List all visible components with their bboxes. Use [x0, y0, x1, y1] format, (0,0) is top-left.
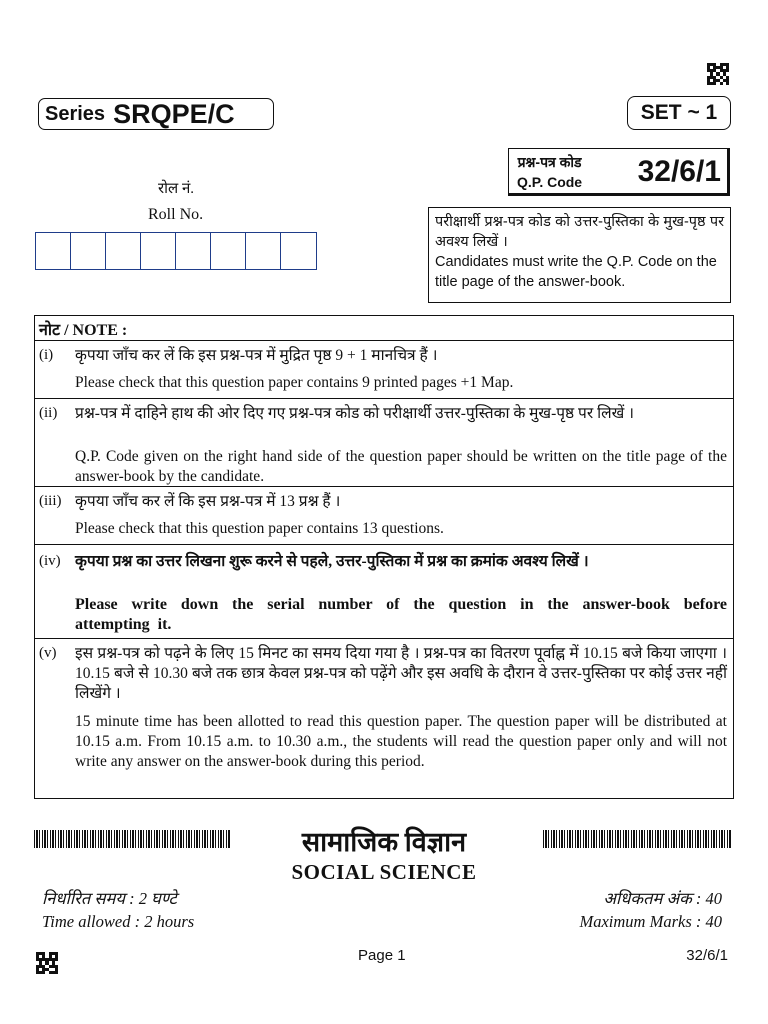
subject-title-en: SOCIAL SCIENCE [291, 860, 477, 884]
page-number: Page 1 [358, 947, 406, 964]
note-item-en: Please check that this question paper contains 13 questions. [75, 520, 444, 537]
note-heading: नोट / NOTE : [39, 322, 128, 339]
qp-code-label-hi: प्रश्न-पत्र कोड [517, 154, 582, 170]
roll-no-label-en: Roll No. [148, 206, 204, 223]
series-label: Series [45, 102, 106, 125]
note-item [35, 638, 733, 801]
max-marks-en: Maximum Marks : 40 [579, 912, 722, 931]
roll-no-boxes[interactable] [35, 232, 317, 270]
max-marks-hi: अधिकतम अंक : 40 [603, 889, 722, 908]
note-item-number: (iv) [39, 553, 61, 569]
qp-code-label-en: Q.P. Code [517, 174, 583, 190]
roll-no-label-hi: रोल नं. [158, 181, 195, 197]
note-item-number: (iii) [39, 493, 62, 509]
set-badge: SET ~ 1 [627, 96, 731, 130]
qp-code-value: 32/6/1 [637, 155, 721, 188]
candidate-instruction-box [428, 207, 731, 303]
series-box [38, 98, 274, 130]
qr-code-bottom [36, 952, 58, 974]
roll-no-cell[interactable] [71, 233, 106, 269]
roll-no-cell[interactable] [281, 233, 316, 269]
candidate-note-en: Candidates must write the Q.P. Code on the title page of the answer-book. [435, 254, 717, 290]
note-item-en: Please write down the serial number of the question in the answer-book before attempting it. [75, 596, 727, 633]
candidate-note-hi: परीक्षार्थी प्रश्न-पत्र कोड को उत्तर-पुस्तिका के मुख-पृष्ठ पर अवश्य लिखें । [435, 214, 724, 250]
series-value: SRQPE/C [113, 98, 235, 129]
note-item-number: (i) [39, 347, 54, 363]
note-item-hi: प्रश्न-पत्र में दाहिने हाथ की ओर दिए गए प्रश्न-पत्र कोड को परीक्षार्थी उत्तर-पुस्तिका के मुख-पृष्ठ पर लिखें । [75, 405, 635, 422]
footer-code: 32/6/1 [686, 947, 728, 964]
note-item [35, 486, 733, 545]
qr-code-top [707, 63, 729, 85]
note-item-hi: कृपया प्रश्न का उत्तर लिखना शुरू करने से पहले, उत्तर-पुस्तिका में प्रश्न का क्रमांक अवश्य लिखें । [75, 553, 589, 570]
roll-no-cell[interactable] [246, 233, 281, 269]
roll-no-cell[interactable] [36, 233, 71, 269]
note-item-en: 15 minute time has been allotted to read this question paper. The question paper will be distributed at 10.15 a.m. From 10.15 a.m. to 10.30 a.m., the students will read the question paper only and will not write any answer on the answer-book during this period. [75, 713, 727, 770]
note-item [35, 398, 733, 487]
note-box [34, 315, 734, 799]
time-allowed-hi: निर्धारित समय : 2 घण्टे [42, 889, 177, 908]
note-item-hi: इस प्रश्न-पत्र को पढ़ने के लिए 15 मिनट का समय दिया गया है । प्रश्न-पत्र का वितरण पूर्वाह्न में 10.15 बजे किया जाएगा । 10.15 बजे से 10.30 बजे तक छात्र केवल प्रश्न-पत्र को पढ़ेंगे और इस अवधि के दौरान वे उत्तर-पुस्तिका पर कोई उत्तर नहीं लिखेंगे । [75, 645, 727, 702]
note-item-hi: कृपया जाँच कर लें कि इस प्रश्न-पत्र में मुद्रित पृष्ठ 9 + 1 मानचित्र हैं । [75, 347, 438, 364]
qp-code-box [508, 148, 730, 196]
note-item [35, 544, 733, 639]
note-item-number: (v) [39, 645, 57, 661]
roll-no-cell[interactable] [106, 233, 141, 269]
note-item-en: Q.P. Code given on the right hand side of the question paper should be written on the title page of the answer-book by the candidate. [75, 448, 727, 485]
subject-title-hi: सामाजिक विज्ञान [301, 827, 467, 857]
note-item-number: (ii) [39, 405, 58, 421]
time-allowed-en: Time allowed : 2 hours [42, 912, 195, 931]
roll-no-cell[interactable] [211, 233, 246, 269]
note-item-hi: कृपया जाँच कर लें कि इस प्रश्न-पत्र में 13 प्रश्न हैं । [75, 493, 341, 510]
roll-no-cell[interactable] [176, 233, 211, 269]
note-item-en: Please check that this question paper contains 9 printed pages +1 Map. [75, 374, 514, 391]
roll-no-cell[interactable] [141, 233, 176, 269]
